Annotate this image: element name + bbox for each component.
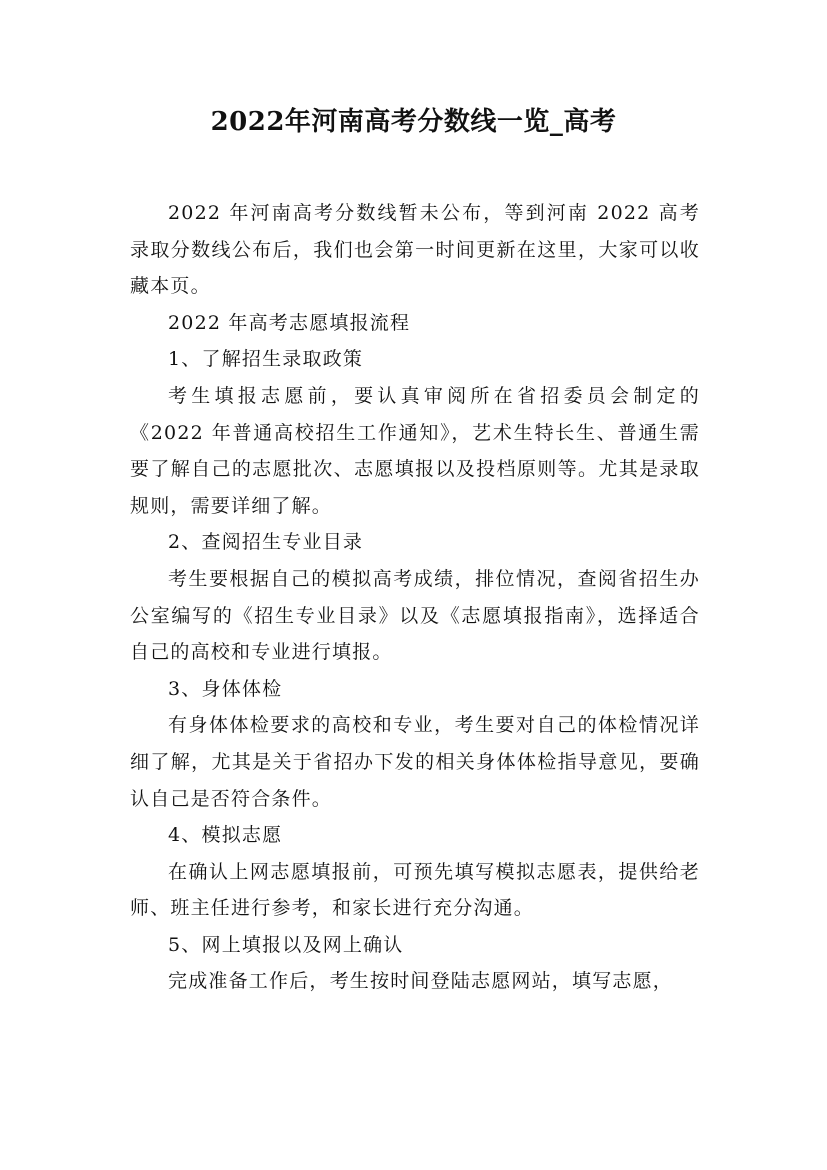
- step-paragraph-3: 有身体体检要求的高校和专业，考生要对自己的体检情况详细了解，尤其是关于省招办下发的相关身体体检指导意见，要确认自己是否符合条件。: [130, 714, 700, 810]
- step-heading-1: 1、了解招生录取政策: [168, 348, 364, 371]
- step-heading-2: 2、查阅招生专业目录: [168, 531, 364, 554]
- step-paragraph-4: 在确认上网志愿填报前，可预先填写模拟志愿表，提供给老师、班主任进行参考，和家长进行充分沟通。: [130, 860, 700, 920]
- step-heading-4: 4、模拟志愿: [168, 824, 283, 847]
- step-heading-5: 5、网上填报以及网上确认: [168, 933, 404, 956]
- document-body: [130, 195, 700, 1000]
- document-title: 2022年河南高考分数线一览_高考: [210, 107, 617, 137]
- step-paragraph-2: 考生要根据自己的模拟高考成绩，排位情况，查阅省招生办公室编写的《招生专业目录》以及《志愿填报指南》，选择适合自己的高校和专业进行填报。: [130, 567, 700, 664]
- step-heading-3: 3、身体体检: [168, 677, 283, 700]
- intro-paragraph: 2022 年河南高考分数线暂未公布，等到河南 2022 高考录取分数线公布后，我们也会第一时间更新在这里，大家可以收藏本页。: [130, 202, 700, 298]
- section-heading: 2022 年高考志愿填报流程: [168, 311, 411, 334]
- step-paragraph-1: 考生填报志愿前，要认真审阅所在省招委员会制定的《2022 年普通高校招生工作通知》，艺术生特长生、普通生需要了解自己的志愿批次、志愿填报以及投档原则等。尤其是录取规则，需要详细了解。: [130, 384, 700, 517]
- step-paragraph-5: 完成准备工作后，考生按时间登陆志愿网站，填写志愿，: [168, 970, 674, 993]
